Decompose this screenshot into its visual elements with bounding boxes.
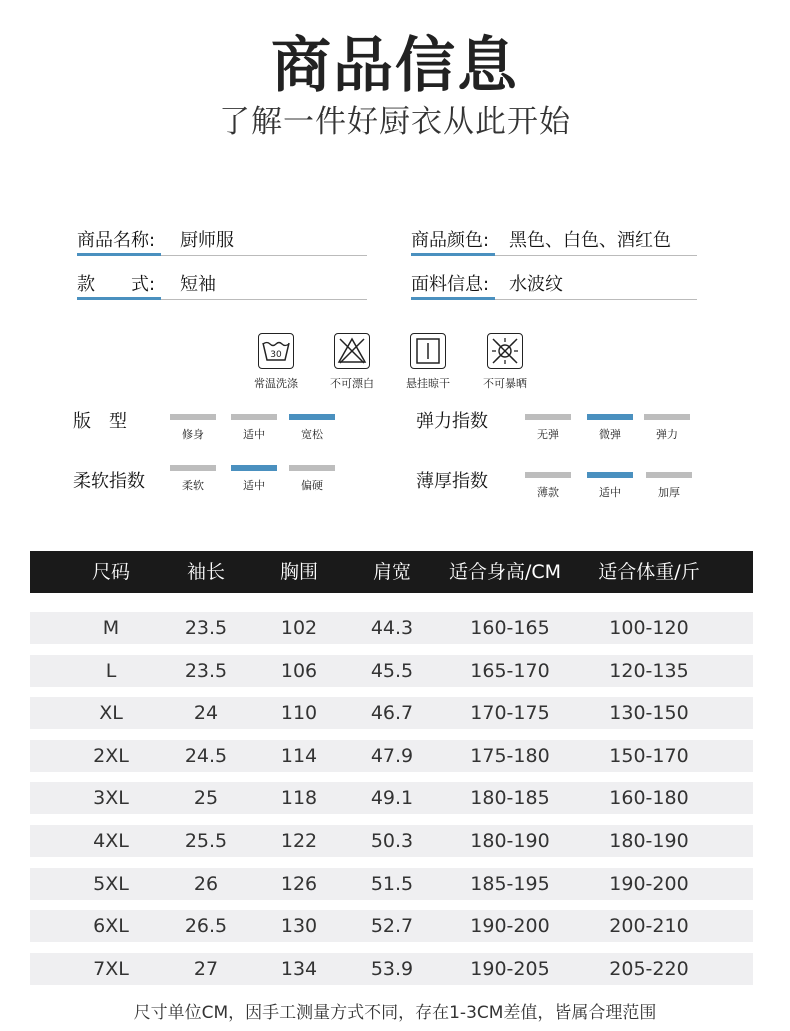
table-header-cell: 适合身高/CM [448,561,562,583]
care-label: 悬挂晾干 [406,377,450,390]
table-cell: 23.5 [184,659,228,682]
table-cell: 200-210 [609,915,689,938]
scale-option: 修身 [182,428,204,441]
table-cell: 3XL [93,787,129,810]
scale-bar [525,472,571,478]
scale-option: 加厚 [658,486,680,499]
info-value: 水波纹 [509,274,563,295]
table-cell: 190-200 [609,872,689,895]
table-cell: 180-190 [470,830,550,852]
table-cell: 100-120 [609,617,689,639]
table-row [30,825,753,857]
table-header-cell: 尺码 [91,561,130,583]
scale-bar [646,472,692,478]
table-cell: 24.5 [184,744,228,767]
info-row-color [411,222,697,256]
no-sun-icon [487,333,523,369]
table-row [30,910,753,942]
attr-label-stretch: 弹力指数 [416,411,488,432]
table-cell: 118 [280,787,318,810]
info-row-style [77,266,367,300]
scale-bar [525,414,571,420]
table-cell: 6XL [93,915,129,938]
size-note: 尺寸单位CM，因手工测量方式不同，存在1-3CM差值，皆属合理范围 [133,1003,657,1023]
table-cell: 23.5 [184,617,228,639]
scale-option: 弹力 [656,428,678,441]
table-cell: 50.3 [370,830,414,852]
table-cell: 180-185 [470,787,550,810]
table-cell: 130-150 [609,702,689,725]
table-cell: 51.5 [370,872,414,895]
care-item-hang [398,333,458,391]
table-cell: 170-175 [470,702,550,725]
table-header-cell: 适合体重/斤 [598,561,700,583]
page-title: 商品信息 [271,31,519,101]
scale-bar-selected [289,414,335,420]
table-row [30,612,753,644]
table-cell: 102 [280,617,318,639]
table-cell: M [102,617,120,639]
scale-bar [231,414,277,420]
table-cell: 175-180 [470,744,550,767]
scale-bar-selected [231,465,277,471]
info-label: 商品颜色: [411,226,495,256]
table-cell: 185-195 [470,872,550,895]
table-cell: 53.9 [370,957,414,980]
wash-30-icon [258,333,294,369]
table-cell: 7XL [93,957,129,980]
table-cell: 26.5 [184,915,228,938]
care-item-bleach [322,333,382,391]
table-row [30,740,753,772]
table-cell: XL [99,702,123,725]
table-row [30,953,753,985]
no-bleach-icon [334,333,370,369]
table-cell: 25 [193,787,219,810]
table-row [30,655,753,687]
table-cell: 122 [280,830,318,852]
scale-option: 偏硬 [301,479,323,492]
table-cell: 27 [193,957,219,980]
info-value: 黑色、白色、酒红色 [509,230,671,251]
info-value: 厨师服 [180,230,234,251]
info-label: 商品名称: [77,226,161,256]
table-row [30,868,753,900]
care-item-wash [246,333,306,391]
table-cell: 2XL [93,744,129,767]
table-cell: 46.7 [370,702,414,725]
scale-bar-selected [587,472,633,478]
table-cell: 26 [193,872,219,895]
size-table-header [30,551,753,593]
scale-option: 适中 [599,486,621,499]
table-cell: 114 [280,744,318,767]
table-header-cell: 肩宽 [372,561,411,583]
page-subtitle: 了解一件好厨衣从此开始 [219,104,571,140]
table-cell: 126 [280,872,318,895]
scale-option: 适中 [243,428,265,441]
scale-bar [170,465,216,471]
scale-bar [644,414,690,420]
table-cell: 47.9 [370,744,414,767]
table-cell: 165-170 [470,659,550,682]
table-cell: 106 [280,659,318,682]
table-cell: 5XL [93,872,129,895]
table-cell: 24 [193,702,219,725]
table-header-cell: 胸围 [279,561,318,583]
table-cell: 25.5 [184,830,228,852]
info-label: 款 式: [77,270,161,300]
table-cell: 205-220 [609,957,689,980]
table-cell: 4XL [93,830,129,852]
info-value: 短袖 [180,274,216,295]
svg-text:30: 30 [270,350,282,360]
table-cell: 150-170 [609,744,689,767]
attr-label-fit: 版 型 [73,411,127,432]
scale-option: 微弹 [599,428,621,441]
table-cell: 160-180 [609,787,689,810]
table-cell: 134 [280,957,318,980]
scale-option: 宽松 [301,428,323,441]
scale-option: 柔软 [182,479,204,492]
table-cell: 190-200 [470,915,550,938]
scale-option: 无弹 [537,428,559,441]
care-label: 不可暴晒 [483,377,527,390]
table-cell: 45.5 [370,659,414,682]
care-label: 常温洗涤 [254,377,298,390]
table-header-cell: 袖长 [186,561,225,583]
info-label: 面料信息: [411,270,495,300]
hang-dry-icon [410,333,446,369]
info-row-fabric [411,266,697,300]
table-cell: 110 [280,702,318,725]
scale-option: 薄款 [537,486,559,499]
care-item-sun [475,333,535,391]
care-label: 不可漂白 [330,377,374,390]
table-row [30,697,753,729]
attr-label-thickness: 薄厚指数 [416,471,488,492]
table-cell: 180-190 [609,830,689,852]
info-row-name [77,222,367,256]
scale-bar [289,465,335,471]
table-cell: L [105,659,117,682]
scale-bar-selected [587,414,633,420]
scale-bar [170,414,216,420]
table-cell: 130 [280,915,318,938]
table-cell: 190-205 [470,957,550,980]
table-row [30,782,753,814]
table-cell: 49.1 [370,787,414,810]
attr-label-softness: 柔软指数 [73,471,145,492]
table-cell: 120-135 [609,659,689,682]
table-cell: 44.3 [370,617,414,639]
scale-option: 适中 [243,479,265,492]
table-cell: 52.7 [370,915,414,938]
table-cell: 160-165 [470,617,550,639]
